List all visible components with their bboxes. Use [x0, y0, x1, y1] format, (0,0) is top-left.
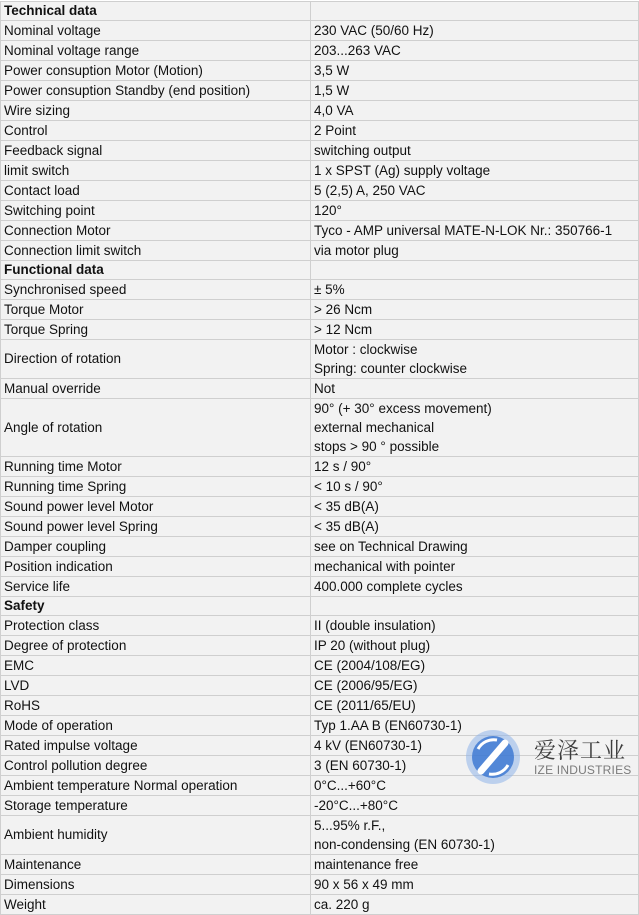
spec-label: Control pollution degree: [1, 756, 311, 776]
spec-row: [1, 577, 639, 597]
spec-row: [1, 81, 639, 101]
spec-value-line: 120°: [314, 203, 342, 218]
spec-value: [311, 636, 639, 656]
section-title: Functional data: [1, 261, 311, 280]
spec-value: [311, 21, 639, 41]
spec-label: Manual override: [1, 379, 311, 399]
spec-value-line: II (double insulation): [314, 618, 436, 633]
spec-value-line: CE (2004/108/EG): [314, 658, 426, 673]
spec-row: [1, 457, 639, 477]
spec-row: [1, 656, 639, 676]
spec-value: [311, 221, 639, 241]
spec-value-line: via motor plug: [314, 243, 399, 258]
spec-row: [1, 221, 639, 241]
spec-value: [311, 517, 639, 537]
spec-row: [1, 300, 639, 320]
spec-label: Synchronised speed: [1, 280, 311, 300]
spec-row: [1, 340, 639, 379]
spec-row: [1, 379, 639, 399]
spec-label: Power consuption Motor (Motion): [1, 61, 311, 81]
spec-row: [1, 517, 639, 537]
spec-label: Contact load: [1, 181, 311, 201]
spec-row: [1, 616, 639, 636]
spec-value-line: maintenance free: [314, 857, 419, 872]
spec-label: Sound power level Motor: [1, 497, 311, 517]
spec-row: [1, 895, 639, 915]
spec-value-line: < 10 s / 90°: [314, 479, 383, 494]
spec-label: Torque Motor: [1, 300, 311, 320]
spec-label: Ambient temperature Normal operation: [1, 776, 311, 796]
spec-row: [1, 696, 639, 716]
spec-value: [311, 895, 639, 915]
spec-value: [311, 796, 639, 816]
spec-label: Ambient humidity: [1, 816, 311, 855]
spec-value: [311, 280, 639, 300]
spec-value: [311, 457, 639, 477]
spec-value-line: Motor : clockwise: [314, 342, 418, 357]
spec-row: [1, 161, 639, 181]
spec-value-line: IP 20 (without plug): [314, 638, 431, 653]
spec-value: [311, 241, 639, 261]
spec-value: [311, 855, 639, 875]
spec-label: Degree of protection: [1, 636, 311, 656]
spec-value-line: 12 s / 90°: [314, 459, 372, 474]
spec-row: [1, 280, 639, 300]
spec-row: [1, 557, 639, 577]
spec-value-line: > 12 Ncm: [314, 322, 373, 337]
spec-value: [311, 141, 639, 161]
section-header: [1, 597, 639, 616]
spec-label: RoHS: [1, 696, 311, 716]
spec-label: Maintenance: [1, 855, 311, 875]
spec-value-line: < 35 dB(A): [314, 499, 379, 514]
spec-label: Switching point: [1, 201, 311, 221]
spec-label: Angle of rotation: [1, 399, 311, 457]
spec-value: [311, 379, 639, 399]
spec-value-line: 230 VAC (50/60 Hz): [314, 23, 434, 38]
spec-value: [311, 161, 639, 181]
spec-value-line: switching output: [314, 143, 411, 158]
spec-row: [1, 497, 639, 517]
spec-value-line: > 26 Ncm: [314, 302, 373, 317]
spec-value: [311, 121, 639, 141]
spec-label: Sound power level Spring: [1, 517, 311, 537]
spec-row: [1, 636, 639, 656]
spec-row: [1, 61, 639, 81]
spec-value: [311, 676, 639, 696]
spec-value: [311, 101, 639, 121]
spec-value: [311, 497, 639, 517]
spec-value: [311, 537, 639, 557]
spec-row: [1, 121, 639, 141]
spec-value: [311, 616, 639, 636]
spec-value: [311, 756, 639, 776]
spec-value: [311, 577, 639, 597]
spec-value-line: 203...263 VAC: [314, 43, 401, 58]
spec-label: Damper coupling: [1, 537, 311, 557]
spec-row: [1, 101, 639, 121]
spec-label: EMC: [1, 656, 311, 676]
spec-label: Rated impulse voltage: [1, 736, 311, 756]
spec-row: [1, 796, 639, 816]
spec-row: [1, 21, 639, 41]
spec-value-line: 2 Point: [314, 123, 357, 138]
spec-label: Service life: [1, 577, 311, 597]
spec-value: [311, 81, 639, 101]
spec-row: [1, 399, 639, 457]
spec-label: Running time Spring: [1, 477, 311, 497]
spec-value: [311, 477, 639, 497]
spec-value-line: 5 (2,5) A, 250 VAC: [314, 183, 426, 198]
spec-value: [311, 816, 639, 855]
spec-label: Control: [1, 121, 311, 141]
spec-value-line: CE (2011/65/EU): [314, 698, 416, 713]
spec-value: [311, 696, 639, 716]
spec-row: [1, 537, 639, 557]
spec-label: limit switch: [1, 161, 311, 181]
spec-label: Running time Motor: [1, 457, 311, 477]
section-header-spacer: [311, 2, 639, 21]
spec-row: [1, 756, 639, 776]
spec-value-line: Tyco - AMP universal MATE-N-LOK Nr.: 350766-1: [314, 223, 613, 238]
spec-label: Protection class: [1, 616, 311, 636]
spec-value-line: 3 (EN 60730-1): [314, 758, 407, 773]
spec-value-line: Not: [314, 381, 336, 396]
spec-value: [311, 201, 639, 221]
spec-row: [1, 141, 639, 161]
spec-value: [311, 61, 639, 81]
spec-value-line: -20°C...+80°C: [314, 798, 398, 813]
spec-value-line: < 35 dB(A): [314, 519, 379, 534]
spec-value: [311, 557, 639, 577]
spec-label: Nominal voltage range: [1, 41, 311, 61]
watermark-chinese-text: 爱泽工业: [534, 739, 627, 764]
spec-label: Storage temperature: [1, 796, 311, 816]
spec-value-line: mechanical with pointer: [314, 559, 456, 574]
spec-row: [1, 477, 639, 497]
spec-value-line: ca. 220 g: [314, 897, 370, 912]
spec-row: [1, 816, 639, 855]
spec-value-line: 4 kV (EN60730-1): [314, 738, 423, 753]
spec-value-line: ± 5%: [314, 282, 345, 297]
spec-row: [1, 181, 639, 201]
spec-table: [0, 1, 639, 915]
spec-label: Wire sizing: [1, 101, 311, 121]
spec-value: [311, 399, 639, 457]
spec-row: [1, 676, 639, 696]
spec-value-line: 1,5 W: [314, 83, 350, 98]
section-title: Technical data: [1, 2, 311, 21]
watermark-english-text: IZE INDUSTRIES: [534, 763, 632, 777]
spec-label: Position indication: [1, 557, 311, 577]
spec-row: [1, 320, 639, 340]
section-header: [1, 2, 639, 21]
spec-label: Connection Motor: [1, 221, 311, 241]
spec-value: [311, 656, 639, 676]
spec-value-line: 1 x SPST (Ag) supply voltage: [314, 163, 491, 178]
spec-value: [311, 776, 639, 796]
spec-value-line: non-condensing (EN 60730-1): [314, 837, 495, 852]
spec-label: Mode of operation: [1, 716, 311, 736]
spec-value-line: Typ 1.AA B (EN60730-1): [314, 718, 462, 733]
spec-row: [1, 241, 639, 261]
spec-value: [311, 340, 639, 379]
spec-row: [1, 716, 639, 736]
spec-value: [311, 716, 639, 736]
spec-value: [311, 320, 639, 340]
spec-label: Dimensions: [1, 875, 311, 895]
spec-label: Torque Spring: [1, 320, 311, 340]
spec-row: [1, 201, 639, 221]
spec-value: [311, 41, 639, 61]
spec-value-line: stops > 90 ° possible: [314, 439, 440, 454]
spec-value-line: 90 x 56 x 49 mm: [314, 877, 414, 892]
spec-value-line: Spring: counter clockwise: [314, 361, 468, 376]
spec-label: Power consuption Standby (end position): [1, 81, 311, 101]
section-title: Safety: [1, 597, 311, 616]
spec-table-body: [1, 2, 639, 915]
section-header-spacer: [311, 597, 639, 616]
spec-value: [311, 736, 639, 756]
spec-row: [1, 855, 639, 875]
spec-value-line: 400.000 complete cycles: [314, 579, 463, 594]
spec-label: Nominal voltage: [1, 21, 311, 41]
section-header-spacer: [311, 261, 639, 280]
spec-value-line: see on Technical Drawing: [314, 539, 468, 554]
spec-value-line: CE (2006/95/EG): [314, 678, 418, 693]
spec-row: [1, 41, 639, 61]
spec-label: Direction of rotation: [1, 340, 311, 379]
spec-value-line: external mechanical: [314, 420, 435, 435]
spec-row: [1, 736, 639, 756]
spec-value-line: 5...95% r.F.,: [314, 818, 386, 833]
spec-value: [311, 181, 639, 201]
spec-label: Weight: [1, 895, 311, 915]
section-header: [1, 261, 639, 280]
spec-row: [1, 776, 639, 796]
spec-value-line: 90° (+ 30° excess movement): [314, 401, 492, 416]
spec-label: LVD: [1, 676, 311, 696]
spec-label: Feedback signal: [1, 141, 311, 161]
spec-label: Connection limit switch: [1, 241, 311, 261]
spec-value-line: 0°C...+60°C: [314, 778, 386, 793]
spec-value-line: 3,5 W: [314, 63, 350, 78]
spec-value-line: 4,0 VA: [314, 103, 354, 118]
spec-value: [311, 300, 639, 320]
